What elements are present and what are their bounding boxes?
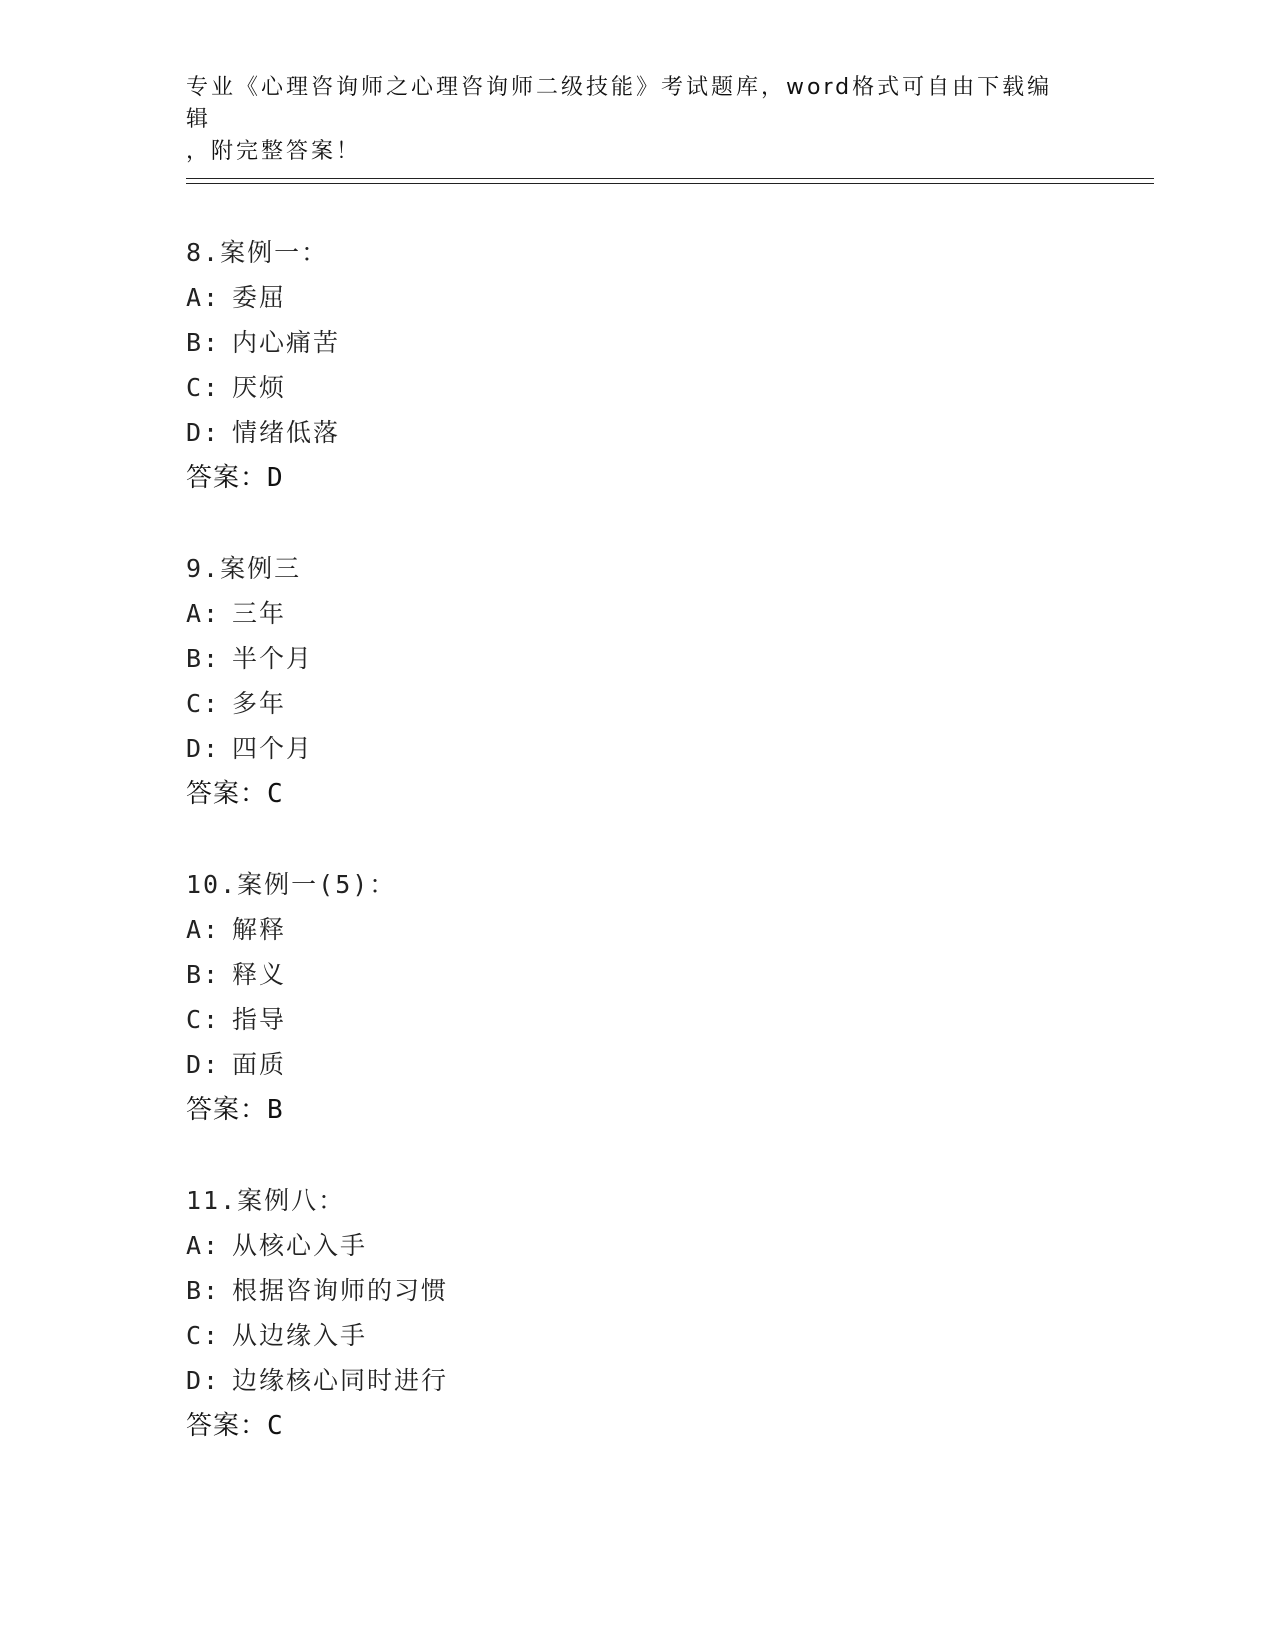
option-letter: A:	[186, 915, 221, 944]
question-title: 10.案例一(5)：	[186, 870, 397, 899]
option-letter: C:	[186, 1005, 221, 1034]
question-title: 11.案例八：	[186, 1186, 346, 1215]
option-b	[186, 326, 340, 360]
answer-value: C	[267, 779, 284, 809]
option-c	[186, 1003, 286, 1037]
option-letter: B:	[186, 644, 221, 673]
answer-label: 答案：	[186, 463, 268, 493]
option-text: 指导	[232, 1005, 287, 1034]
option-letter: D:	[186, 1366, 221, 1395]
header-line-1: 专业《心理咨询师之心理咨询师二级技能》考试题库，word格式可自由下载编辑	[186, 75, 1053, 132]
option-text: 半个月	[232, 644, 314, 673]
question-title: 8.案例一：	[186, 238, 329, 267]
option-a	[186, 1229, 367, 1263]
option-letter: A:	[186, 283, 221, 312]
option-text: 根据咨询师的习惯	[232, 1276, 449, 1305]
answer-label: 答案：	[186, 779, 268, 809]
option-text: 内心痛苦	[232, 328, 341, 357]
option-c	[186, 687, 286, 721]
answer-label: 答案：	[186, 1411, 268, 1441]
option-letter: D:	[186, 1050, 221, 1079]
option-text: 委屈	[232, 283, 287, 312]
option-letter: D:	[186, 418, 221, 447]
option-letter: A:	[186, 1231, 221, 1260]
option-letter: B:	[186, 328, 221, 357]
answer-value: D	[267, 463, 284, 493]
header-divider-bottom	[186, 183, 1154, 184]
option-a	[186, 913, 286, 947]
option-c	[186, 1319, 367, 1353]
option-b	[186, 958, 286, 992]
answer-label: 答案：	[186, 1095, 268, 1125]
option-text: 从核心入手	[232, 1231, 368, 1260]
option-text: 情绪低落	[232, 418, 341, 447]
option-d	[186, 1048, 286, 1082]
option-b	[186, 642, 313, 676]
answer-line	[186, 461, 284, 495]
header-line-2: ，附完整答案！	[186, 139, 362, 164]
option-text: 解释	[232, 915, 287, 944]
option-text: 四个月	[232, 734, 314, 763]
option-text: 厌烦	[232, 373, 287, 402]
answer-line	[186, 1409, 284, 1443]
option-a	[186, 281, 286, 315]
option-letter: C:	[186, 373, 221, 402]
option-letter: D:	[186, 734, 221, 763]
document-header	[186, 72, 1076, 168]
option-d	[186, 416, 340, 450]
option-text: 多年	[232, 689, 287, 718]
option-text: 边缘核心同时进行	[232, 1366, 449, 1395]
option-d	[186, 1364, 448, 1398]
option-letter: B:	[186, 960, 221, 989]
answer-value: B	[267, 1095, 284, 1125]
option-text: 三年	[232, 599, 287, 628]
option-letter: C:	[186, 1321, 221, 1350]
answer-line	[186, 1093, 284, 1127]
option-c	[186, 371, 286, 405]
option-d	[186, 732, 313, 766]
answer-value: C	[267, 1411, 284, 1441]
answer-line	[186, 777, 284, 811]
option-letter: A:	[186, 599, 221, 628]
option-letter: B:	[186, 1276, 221, 1305]
option-a	[186, 597, 286, 631]
option-text: 释义	[232, 960, 287, 989]
question-title: 9.案例三	[186, 554, 302, 583]
option-b	[186, 1274, 448, 1308]
option-text: 从边缘入手	[232, 1321, 368, 1350]
header-divider-top	[186, 178, 1154, 179]
option-text: 面质	[232, 1050, 287, 1079]
option-letter: C:	[186, 689, 221, 718]
